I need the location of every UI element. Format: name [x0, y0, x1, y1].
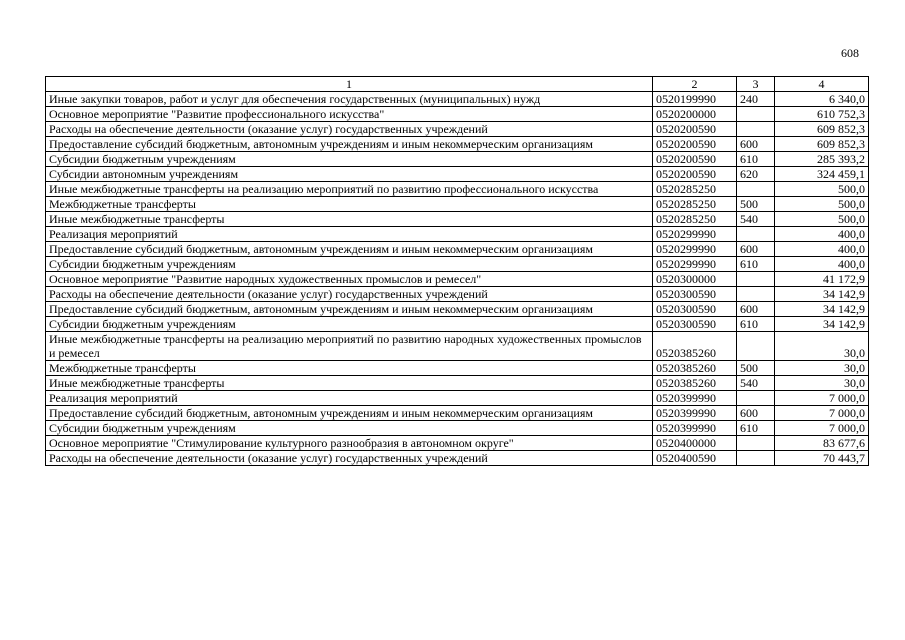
cell-type: [737, 391, 775, 406]
cell-amount: 500,0: [775, 182, 869, 197]
cell-name: Расходы на обеспечение деятельности (оказание услуг) государственных учреждений: [46, 451, 653, 466]
cell-amount: 34 142,9: [775, 287, 869, 302]
cell-amount: 7 000,0: [775, 406, 869, 421]
table-row: [46, 107, 869, 122]
cell-code: 0520400000: [653, 436, 737, 451]
cell-code: 0520199990: [653, 92, 737, 107]
table-row: [46, 92, 869, 107]
table-row: [46, 257, 869, 272]
cell-name: Субсидии бюджетным учреждениям: [46, 317, 653, 332]
cell-amount: 41 172,9: [775, 272, 869, 287]
cell-code: 0520399990: [653, 421, 737, 436]
cell-name: Субсидии бюджетным учреждениям: [46, 152, 653, 167]
table-row: [46, 197, 869, 212]
cell-code: 0520385260: [653, 332, 737, 361]
cell-name: Расходы на обеспечение деятельности (оказание услуг) государственных учреждений: [46, 122, 653, 137]
cell-type: [737, 122, 775, 137]
cell-name: Межбюджетные трансферты: [46, 197, 653, 212]
cell-code: 0520200590: [653, 122, 737, 137]
cell-name: Основное мероприятие "Развитие профессионального искусства": [46, 107, 653, 122]
cell-type: [737, 272, 775, 287]
table-row: [46, 242, 869, 257]
column-header-amount: 4: [775, 77, 869, 92]
cell-name: Субсидии бюджетным учреждениям: [46, 421, 653, 436]
cell-name: Субсидии автономным учреждениям: [46, 167, 653, 182]
table-row: [46, 287, 869, 302]
column-header-code: 2: [653, 77, 737, 92]
cell-type: 600: [737, 302, 775, 317]
cell-name: Основное мероприятие "Развитие народных художественных промыслов и ремесел": [46, 272, 653, 287]
cell-amount: 30,0: [775, 376, 869, 391]
cell-amount: 324 459,1: [775, 167, 869, 182]
cell-code: 0520200590: [653, 152, 737, 167]
cell-type: 600: [737, 242, 775, 257]
cell-code: 0520399990: [653, 391, 737, 406]
cell-code: 0520299990: [653, 242, 737, 257]
cell-type: [737, 107, 775, 122]
cell-amount: 34 142,9: [775, 302, 869, 317]
cell-amount: 7 000,0: [775, 421, 869, 436]
cell-name: Предоставление субсидий бюджетным, автономным учреждениям и иным некоммерческим организациям: [46, 137, 653, 152]
cell-code: 0520200000: [653, 107, 737, 122]
table-row: [46, 406, 869, 421]
cell-name: Иные закупки товаров, работ и услуг для обеспечения государственных (муниципальных) нужд: [46, 92, 653, 107]
cell-type: 610: [737, 152, 775, 167]
table-row: [46, 332, 869, 361]
table-row: [46, 152, 869, 167]
page-number: 608: [841, 46, 859, 60]
cell-type: [737, 436, 775, 451]
cell-type: [737, 287, 775, 302]
cell-name: Иные межбюджетные трансферты на реализацию мероприятий по развитию народных художественных промыслов и ремесел: [46, 332, 653, 361]
cell-name: Основное мероприятие "Стимулирование культурного разнообразия в автономном округе": [46, 436, 653, 451]
cell-amount: 609 852,3: [775, 122, 869, 137]
table-row: [46, 122, 869, 137]
cell-code: 0520300590: [653, 317, 737, 332]
cell-name: Реализация мероприятий: [46, 391, 653, 406]
cell-code: 0520399990: [653, 406, 737, 421]
cell-name: Межбюджетные трансферты: [46, 361, 653, 376]
cell-amount: 30,0: [775, 332, 869, 361]
cell-code: 0520285250: [653, 212, 737, 227]
table-row: [46, 317, 869, 332]
cell-name: Расходы на обеспечение деятельности (оказание услуг) государственных учреждений: [46, 287, 653, 302]
cell-type: 600: [737, 137, 775, 152]
cell-amount: 34 142,9: [775, 317, 869, 332]
column-header-type: 3: [737, 77, 775, 92]
table-row: [46, 182, 869, 197]
table-header-row: [46, 77, 869, 92]
cell-name: Иные межбюджетные трансферты на реализацию мероприятий по развитию профессионального искусства: [46, 182, 653, 197]
cell-type: 240: [737, 92, 775, 107]
cell-code: 0520285250: [653, 182, 737, 197]
cell-amount: 500,0: [775, 197, 869, 212]
cell-amount: 7 000,0: [775, 391, 869, 406]
cell-code: 0520285250: [653, 197, 737, 212]
cell-amount: 400,0: [775, 257, 869, 272]
cell-code: 0520299990: [653, 257, 737, 272]
cell-code: 0520385260: [653, 376, 737, 391]
cell-name: Предоставление субсидий бюджетным, автономным учреждениям и иным некоммерческим организациям: [46, 302, 653, 317]
table-row: [46, 137, 869, 152]
cell-amount: 30,0: [775, 361, 869, 376]
table-row: [46, 391, 869, 406]
cell-type: 540: [737, 212, 775, 227]
cell-type: 610: [737, 317, 775, 332]
table-row: [46, 212, 869, 227]
cell-type: 500: [737, 361, 775, 376]
cell-type: [737, 451, 775, 466]
cell-code: 0520385260: [653, 361, 737, 376]
cell-type: 540: [737, 376, 775, 391]
cell-code: 0520200590: [653, 167, 737, 182]
cell-amount: 610 752,3: [775, 107, 869, 122]
cell-type: 500: [737, 197, 775, 212]
table-row: [46, 272, 869, 287]
cell-code: 0520400590: [653, 451, 737, 466]
cell-type: [737, 182, 775, 197]
cell-type: 610: [737, 257, 775, 272]
cell-amount: 609 852,3: [775, 137, 869, 152]
cell-type: [737, 332, 775, 361]
cell-name: Иные межбюджетные трансферты: [46, 376, 653, 391]
table-row: [46, 436, 869, 451]
budget-table: [45, 76, 869, 466]
column-header-name: 1: [46, 77, 653, 92]
cell-amount: 70 443,7: [775, 451, 869, 466]
cell-amount: 285 393,2: [775, 152, 869, 167]
cell-name: Предоставление субсидий бюджетным, автономным учреждениям и иным некоммерческим организациям: [46, 406, 653, 421]
table-row: [46, 451, 869, 466]
cell-code: 0520300000: [653, 272, 737, 287]
table-row: [46, 361, 869, 376]
table-row: [46, 421, 869, 436]
cell-name: Реализация мероприятий: [46, 227, 653, 242]
table-row: [46, 302, 869, 317]
cell-amount: 500,0: [775, 212, 869, 227]
cell-type: 610: [737, 421, 775, 436]
table-row: [46, 376, 869, 391]
cell-amount: 83 677,6: [775, 436, 869, 451]
table-body: [46, 92, 869, 466]
cell-name: Субсидии бюджетным учреждениям: [46, 257, 653, 272]
cell-code: 0520300590: [653, 302, 737, 317]
cell-code: 0520299990: [653, 227, 737, 242]
cell-amount: 400,0: [775, 227, 869, 242]
cell-code: 0520200590: [653, 137, 737, 152]
cell-type: [737, 227, 775, 242]
cell-amount: 6 340,0: [775, 92, 869, 107]
cell-type: 620: [737, 167, 775, 182]
cell-name: Иные межбюджетные трансферты: [46, 212, 653, 227]
cell-type: 600: [737, 406, 775, 421]
cell-name: Предоставление субсидий бюджетным, автономным учреждениям и иным некоммерческим организациям: [46, 242, 653, 257]
cell-code: 0520300590: [653, 287, 737, 302]
table-row: [46, 227, 869, 242]
table-row: [46, 167, 869, 182]
cell-amount: 400,0: [775, 242, 869, 257]
